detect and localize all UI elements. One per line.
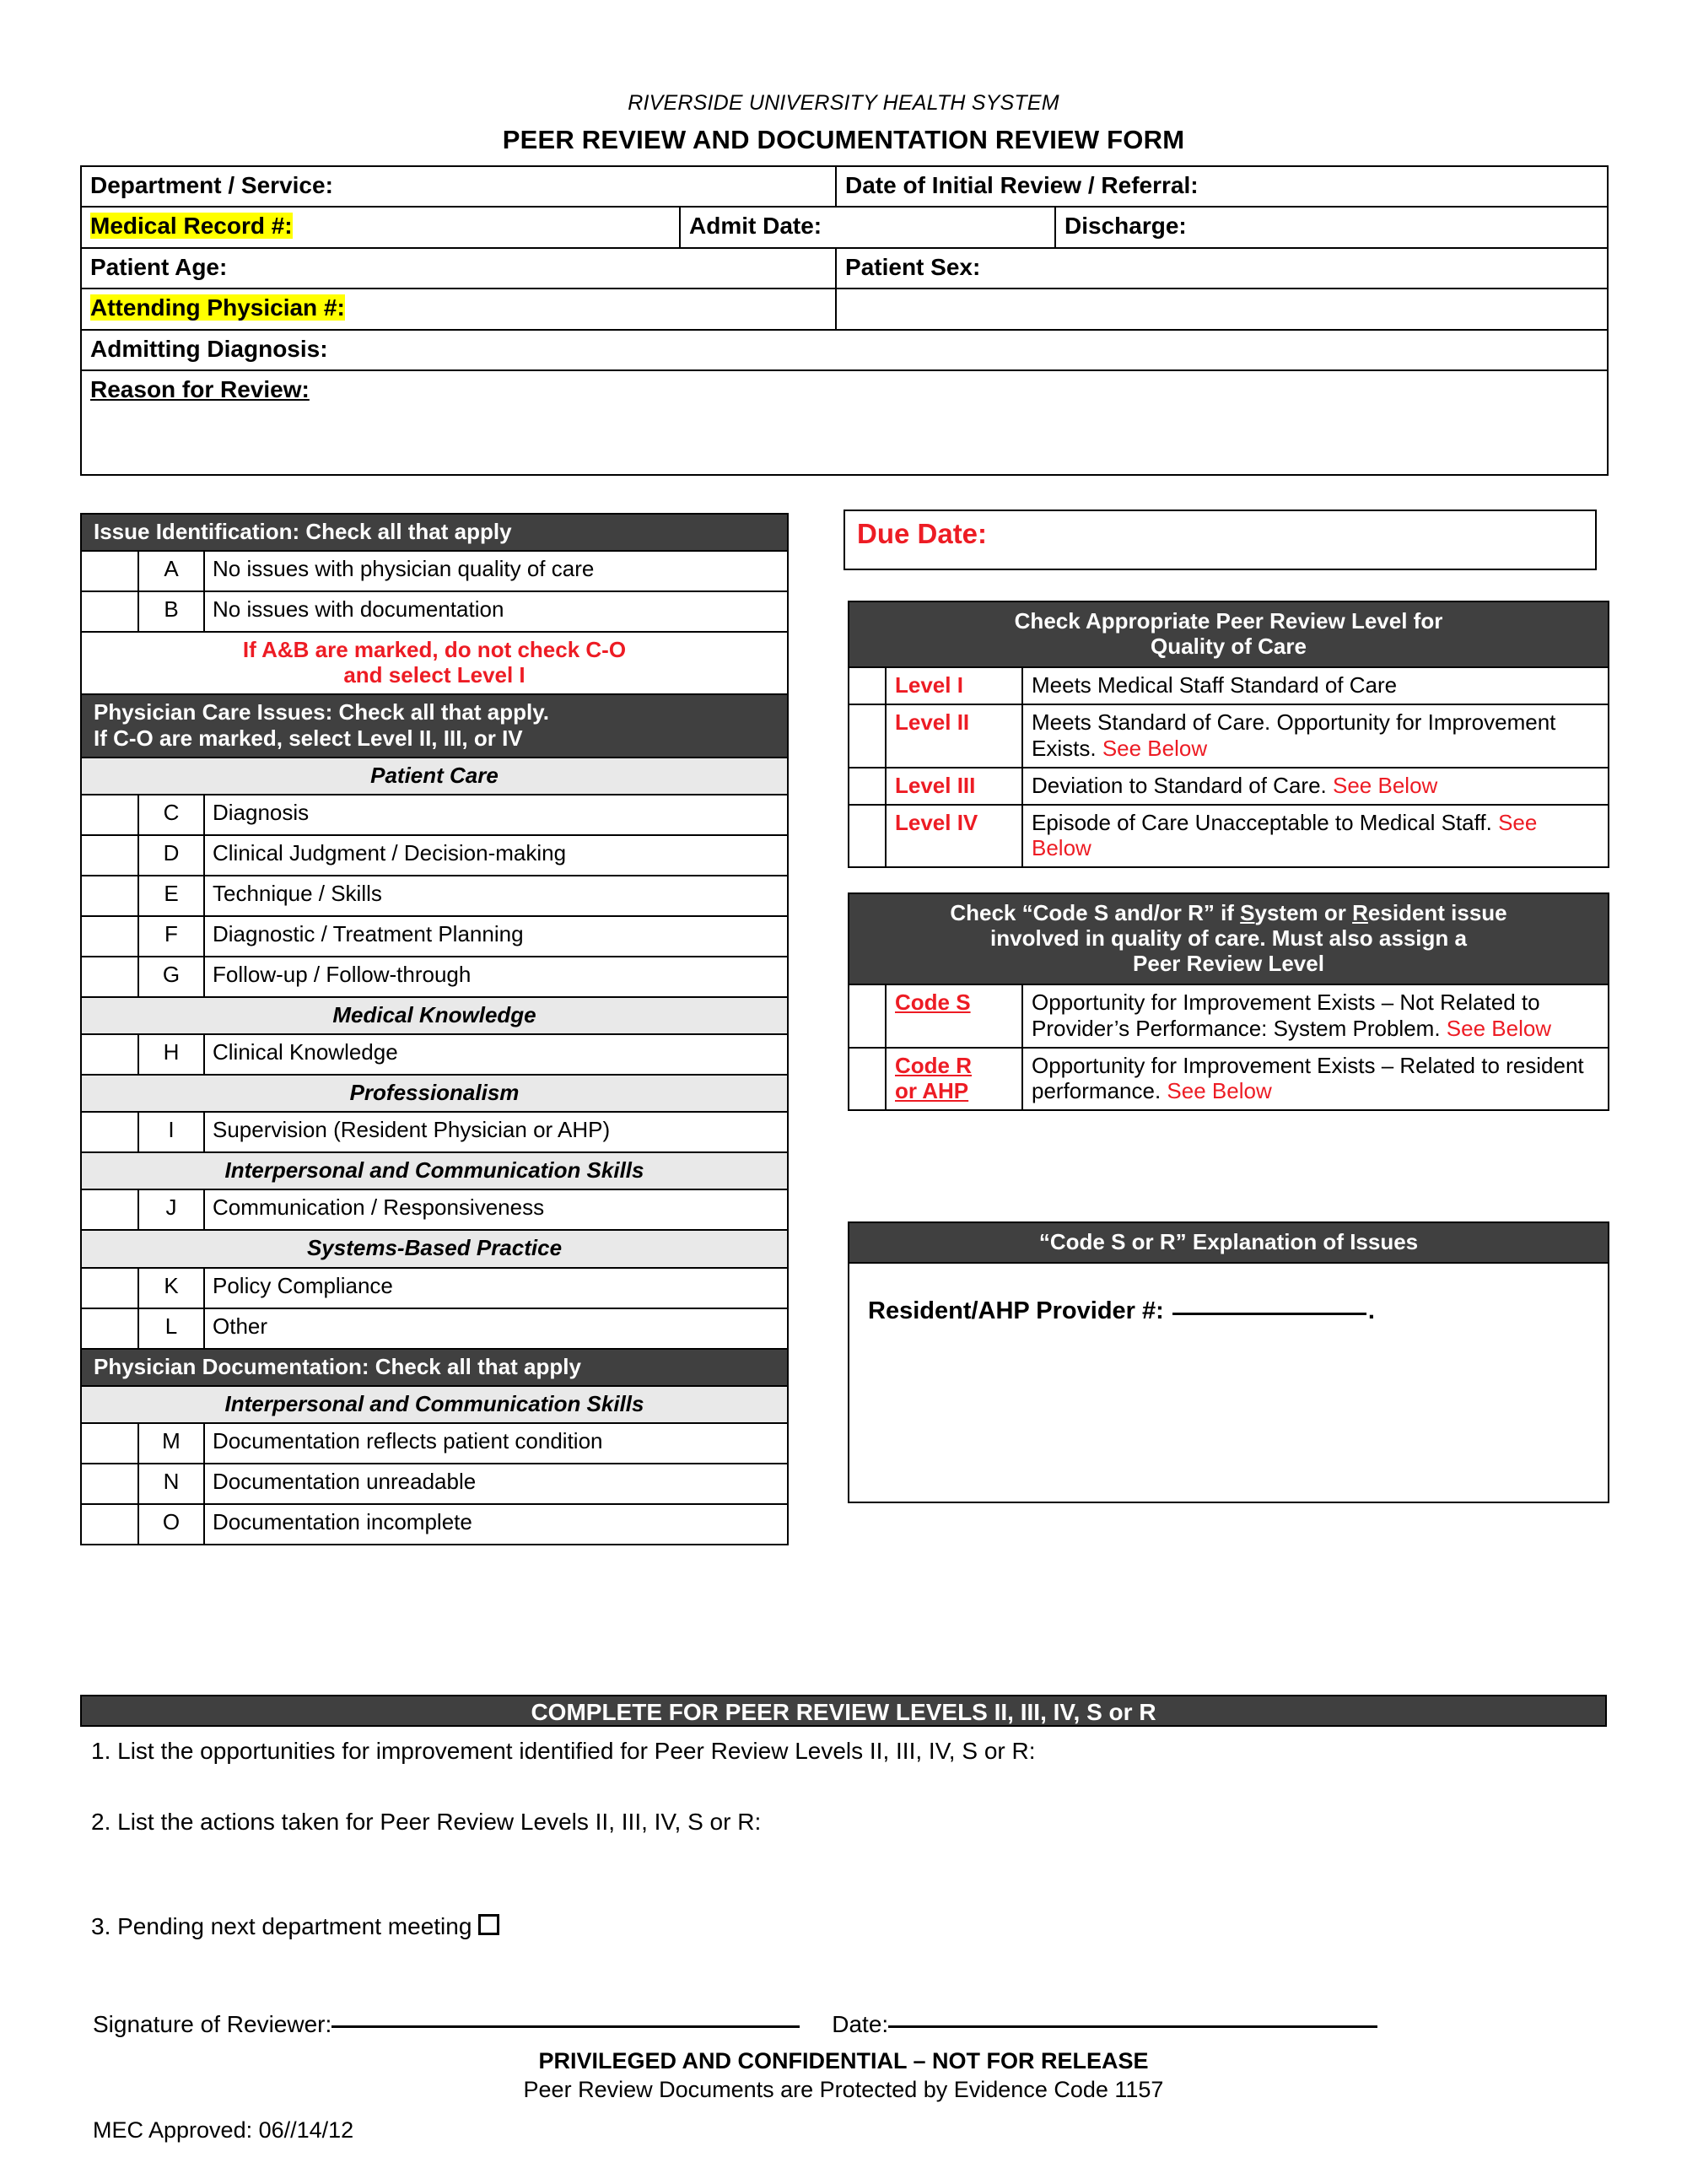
issue-row-n <box>81 1464 788 1504</box>
code-r-line1: Code R <box>895 1052 972 1078</box>
group-header-professionalism <box>81 1075 788 1112</box>
checkbox-i[interactable] <box>81 1112 138 1152</box>
explanation-header: “Code S or R” Explanation of Issues <box>849 1222 1609 1263</box>
issue-identification-header: Issue Identification: Check all that apply <box>81 514 788 551</box>
letter-n: N <box>138 1464 204 1504</box>
level-4-label: Level IV <box>886 805 1022 867</box>
provider-trailing-period: . <box>1367 1297 1375 1325</box>
level-4-description <box>1022 805 1609 867</box>
checkbox-k[interactable] <box>81 1268 138 1308</box>
level-row-1 <box>849 667 1609 704</box>
code-header-row <box>849 893 1609 984</box>
admitting-diagnosis-label[interactable]: Admitting Diagnosis: <box>81 330 1608 370</box>
label-d: Clinical Judgment / Decision-making <box>204 835 788 876</box>
mec-approved-text: MEC Approved: 06//14/12 <box>93 2117 354 2143</box>
explanation-body-row <box>849 1263 1609 1502</box>
checkbox-b[interactable] <box>81 591 138 632</box>
code-s-label: Code S <box>886 984 1022 1047</box>
discharge-label[interactable]: Discharge: <box>1055 207 1608 247</box>
group-title-medical-knowledge: Medical Knowledge <box>81 997 788 1034</box>
ab-warning-line1: If A&B are marked, do not check C-O <box>242 637 627 663</box>
issue-row-m <box>81 1423 788 1464</box>
confidential-line-1: PRIVILEGED AND CONFIDENTIAL – NOT FOR RELEASE <box>538 2048 1149 2073</box>
confidential-line-2: Peer Review Documents are Protected by Evidence Code 1157 <box>523 2077 1164 2102</box>
pending-meeting-checkbox-icon[interactable] <box>478 1914 499 1935</box>
level-row-3 <box>849 768 1609 805</box>
label-l: Other <box>204 1308 788 1349</box>
medical-record-label: Medical Record #: <box>90 213 293 240</box>
reason-for-review-label: Reason for Review: <box>90 376 310 403</box>
group-header-systems-based <box>81 1230 788 1267</box>
label-e: Technique / Skills <box>204 876 788 916</box>
issue-row-g <box>81 957 788 997</box>
letter-d: D <box>138 835 204 876</box>
group-title-patient-care: Patient Care <box>81 758 788 795</box>
level-row-2 <box>849 704 1609 767</box>
code-table-header <box>849 893 1609 984</box>
label-f: Diagnostic / Treatment Planning <box>204 916 788 957</box>
medical-record-cell[interactable] <box>81 207 680 247</box>
info-row-diagnosis <box>81 330 1608 370</box>
label-k: Policy Compliance <box>204 1268 788 1308</box>
attending-physician-label: Attending Physician #: <box>90 294 345 321</box>
issue-row-e <box>81 876 788 916</box>
care-header-line1: Physician Care Issues: Check all that apply. <box>94 699 549 725</box>
label-n: Documentation unreadable <box>204 1464 788 1504</box>
info-row-patient <box>81 248 1608 289</box>
level-4-desc-text: Episode of Care Unacceptable to Medical Staff. <box>1032 809 1492 835</box>
issue-row-o <box>81 1504 788 1545</box>
code-header-line3: Peer Review Level <box>1133 951 1324 977</box>
issue-row-f <box>81 916 788 957</box>
label-m: Documentation reflects patient condition <box>204 1423 788 1464</box>
letter-m: M <box>138 1423 204 1464</box>
checkbox-l[interactable] <box>81 1308 138 1349</box>
physician-care-issues-header <box>81 694 788 757</box>
issue-row-k <box>81 1268 788 1308</box>
letter-i: I <box>138 1112 204 1152</box>
group-title-interpersonal: Interpersonal and Communication Skills <box>81 1152 788 1189</box>
level-table-header <box>849 601 1609 667</box>
letter-f: F <box>138 916 204 957</box>
level-1-description <box>1022 667 1609 704</box>
group-header-doc-interpersonal <box>81 1386 788 1423</box>
checkbox-f[interactable] <box>81 916 138 957</box>
info-row-attending <box>81 289 1608 329</box>
letter-o: O <box>138 1504 204 1545</box>
checkbox-a[interactable] <box>81 551 138 591</box>
reason-for-review-cell[interactable] <box>81 370 1608 475</box>
date-label: Date: <box>832 2011 889 2037</box>
checkbox-j[interactable] <box>81 1189 138 1230</box>
instruction-item-2: 2. List the actions taken for Peer Review Levels II, III, IV, S or R: <box>91 1809 762 1835</box>
code-r-line2: or AHP <box>895 1077 969 1103</box>
checkbox-level-4[interactable] <box>849 805 886 867</box>
level-2-see-below: See Below <box>1102 735 1208 761</box>
level-header-line2: Quality of Care <box>1151 634 1307 660</box>
care-header-line2: If C-O are marked, select Level II, III, or IV <box>94 725 523 751</box>
code-row-s <box>849 984 1609 1047</box>
group-header-medical-knowledge <box>81 997 788 1034</box>
level-header-row <box>849 601 1609 667</box>
group-title-professionalism: Professionalism <box>81 1075 788 1112</box>
code-r-description <box>1022 1048 1609 1110</box>
level-2-description <box>1022 704 1609 767</box>
provider-label: Resident/AHP Provider #: <box>868 1297 1164 1325</box>
level-3-desc-text: Deviation to Standard of Care. <box>1032 772 1327 798</box>
physician-documentation-header: Physician Documentation: Check all that apply <box>81 1349 788 1386</box>
signature-row <box>93 2011 1377 2038</box>
level-3-label: Level III <box>886 768 1022 805</box>
level-header-line1: Check Appropriate Peer Review Level for <box>1014 608 1443 634</box>
patient-sex-label[interactable]: Patient Sex: <box>836 248 1608 289</box>
checkbox-level-1[interactable] <box>849 667 886 704</box>
group-header-patient-care <box>81 758 788 795</box>
level-3-description <box>1022 768 1609 805</box>
label-b: No issues with documentation <box>204 591 788 632</box>
instruction-item-1: 1. List the opportunities for improvement identified for Peer Review Levels II, III, IV, S or R: <box>91 1738 1036 1764</box>
letter-e: E <box>138 876 204 916</box>
instruction-item-3 <box>91 1913 499 1940</box>
attending-physician-value[interactable] <box>836 289 1608 329</box>
issue-row-a <box>81 551 788 591</box>
checkbox-n[interactable] <box>81 1464 138 1504</box>
label-a: No issues with physician quality of care <box>204 551 788 591</box>
complete-for-levels-bar: COMPLETE FOR PEER REVIEW LEVELS II, III, IV, S or R <box>80 1695 1607 1727</box>
code-s-desc-text: Opportunity for Improvement Exists – Not Related to Provider’s Performance: System Problem. <box>1032 990 1540 1041</box>
attending-physician-cell[interactable] <box>81 289 836 329</box>
checkbox-o[interactable] <box>81 1504 138 1545</box>
ab-warning-line2: and select Level I <box>343 662 526 688</box>
provider-line <box>858 1269 1599 1326</box>
info-row-reason <box>81 370 1608 475</box>
label-i: Supervision (Resident Physician or AHP) <box>204 1112 788 1152</box>
issue-red-note-row <box>81 632 788 694</box>
code-header-s: S <box>1240 900 1255 925</box>
letter-c: C <box>138 795 204 835</box>
label-j: Communication / Responsiveness <box>204 1189 788 1230</box>
letter-g: G <box>138 957 204 997</box>
code-row-r <box>849 1048 1609 1110</box>
checkbox-code-s[interactable] <box>849 984 886 1047</box>
level-4-see-below: See Below <box>1032 809 1538 861</box>
code-header-line2: involved in quality of care. Must also assign a <box>990 925 1467 952</box>
checkbox-level-3[interactable] <box>849 768 886 805</box>
letter-b: B <box>138 591 204 632</box>
date-initial-review-label[interactable]: Date of Initial Review / Referral: <box>836 166 1608 207</box>
issue-identification-table <box>80 513 789 1545</box>
checkbox-code-r[interactable] <box>849 1048 886 1110</box>
issue-row-c <box>81 795 788 835</box>
signature-date-input[interactable] <box>888 2025 1377 2028</box>
letter-j: J <box>138 1189 204 1230</box>
issue-header-row <box>81 514 788 551</box>
group-header-interpersonal <box>81 1152 788 1189</box>
page-title: PEER REVIEW AND DOCUMENTATION REVIEW FORM <box>502 125 1185 154</box>
label-g: Follow-up / Follow-through <box>204 957 788 997</box>
group-title-doc-interpersonal: Interpersonal and Communication Skills <box>81 1386 788 1423</box>
patient-age-label[interactable]: Patient Age: <box>81 248 836 289</box>
label-h: Clinical Knowledge <box>204 1034 788 1075</box>
explanation-header-row <box>849 1222 1609 1263</box>
issue-row-j <box>81 1189 788 1230</box>
code-header-pre: Check “Code S and/or R” if <box>950 900 1241 925</box>
letter-a: A <box>138 551 204 591</box>
organization-name: RIVERSIDE UNIVERSITY HEALTH SYSTEM <box>628 91 1059 115</box>
info-row-department <box>81 166 1608 207</box>
letter-k: K <box>138 1268 204 1308</box>
code-s-description <box>1022 984 1609 1047</box>
checkbox-d[interactable] <box>81 835 138 876</box>
code-r-see-below: See Below <box>1167 1077 1272 1103</box>
letter-h: H <box>138 1034 204 1075</box>
level-1-desc-text: Meets Medical Staff Standard of Care <box>1032 672 1398 698</box>
code-header-post: esident issue <box>1367 900 1507 925</box>
issue-row-h <box>81 1034 788 1075</box>
peer-review-level-table <box>848 601 1609 868</box>
checkbox-level-2[interactable] <box>849 704 886 767</box>
checkbox-c[interactable] <box>81 795 138 835</box>
code-explanation-table <box>848 1221 1609 1503</box>
letter-l: L <box>138 1308 204 1349</box>
documentation-header-row <box>81 1349 788 1386</box>
ab-warning-note <box>81 632 788 694</box>
explanation-body[interactable] <box>849 1263 1609 1502</box>
level-row-4 <box>849 805 1609 867</box>
issue-row-d <box>81 835 788 876</box>
group-title-systems-based: Systems-Based Practice <box>81 1230 788 1267</box>
code-r-desc-text: Opportunity for Improvement Exists – Related to resident performance. <box>1032 1052 1584 1103</box>
code-r-label <box>886 1048 1022 1110</box>
care-header-row <box>81 694 788 757</box>
due-date-box[interactable] <box>844 510 1597 570</box>
label-o: Documentation incomplete <box>204 1504 788 1545</box>
checkbox-m[interactable] <box>81 1423 138 1464</box>
department-service-label[interactable]: Department / Service: <box>81 166 836 207</box>
admit-date-label[interactable]: Admit Date: <box>680 207 1055 247</box>
instruction-item-3-text: 3. Pending next department meeting <box>91 1913 472 1939</box>
level-3-see-below: See Below <box>1333 772 1438 798</box>
code-s-see-below: See Below <box>1446 1015 1552 1041</box>
issue-row-i <box>81 1112 788 1152</box>
issue-row-l <box>81 1308 788 1349</box>
code-header-r: R <box>1352 900 1368 925</box>
issue-row-b <box>81 591 788 632</box>
checkbox-g[interactable] <box>81 957 138 997</box>
provider-number-input[interactable] <box>1172 1312 1366 1315</box>
code-s-r-table <box>848 892 1609 1111</box>
signature-input[interactable] <box>331 2025 800 2028</box>
level-1-label: Level I <box>886 667 1022 704</box>
due-date-label: Due Date: <box>857 518 988 549</box>
info-row-record <box>81 207 1608 247</box>
checkbox-e[interactable] <box>81 876 138 916</box>
checkbox-h[interactable] <box>81 1034 138 1075</box>
patient-info-table <box>80 165 1609 476</box>
signature-label: Signature of Reviewer: <box>93 2011 332 2037</box>
label-c: Diagnosis <box>204 795 788 835</box>
code-header-mid: ystem or <box>1254 900 1353 925</box>
level-2-desc-text: Meets Standard of Care. Opportunity for Improvement Exists. <box>1032 709 1556 761</box>
level-2-label: Level II <box>886 704 1022 767</box>
